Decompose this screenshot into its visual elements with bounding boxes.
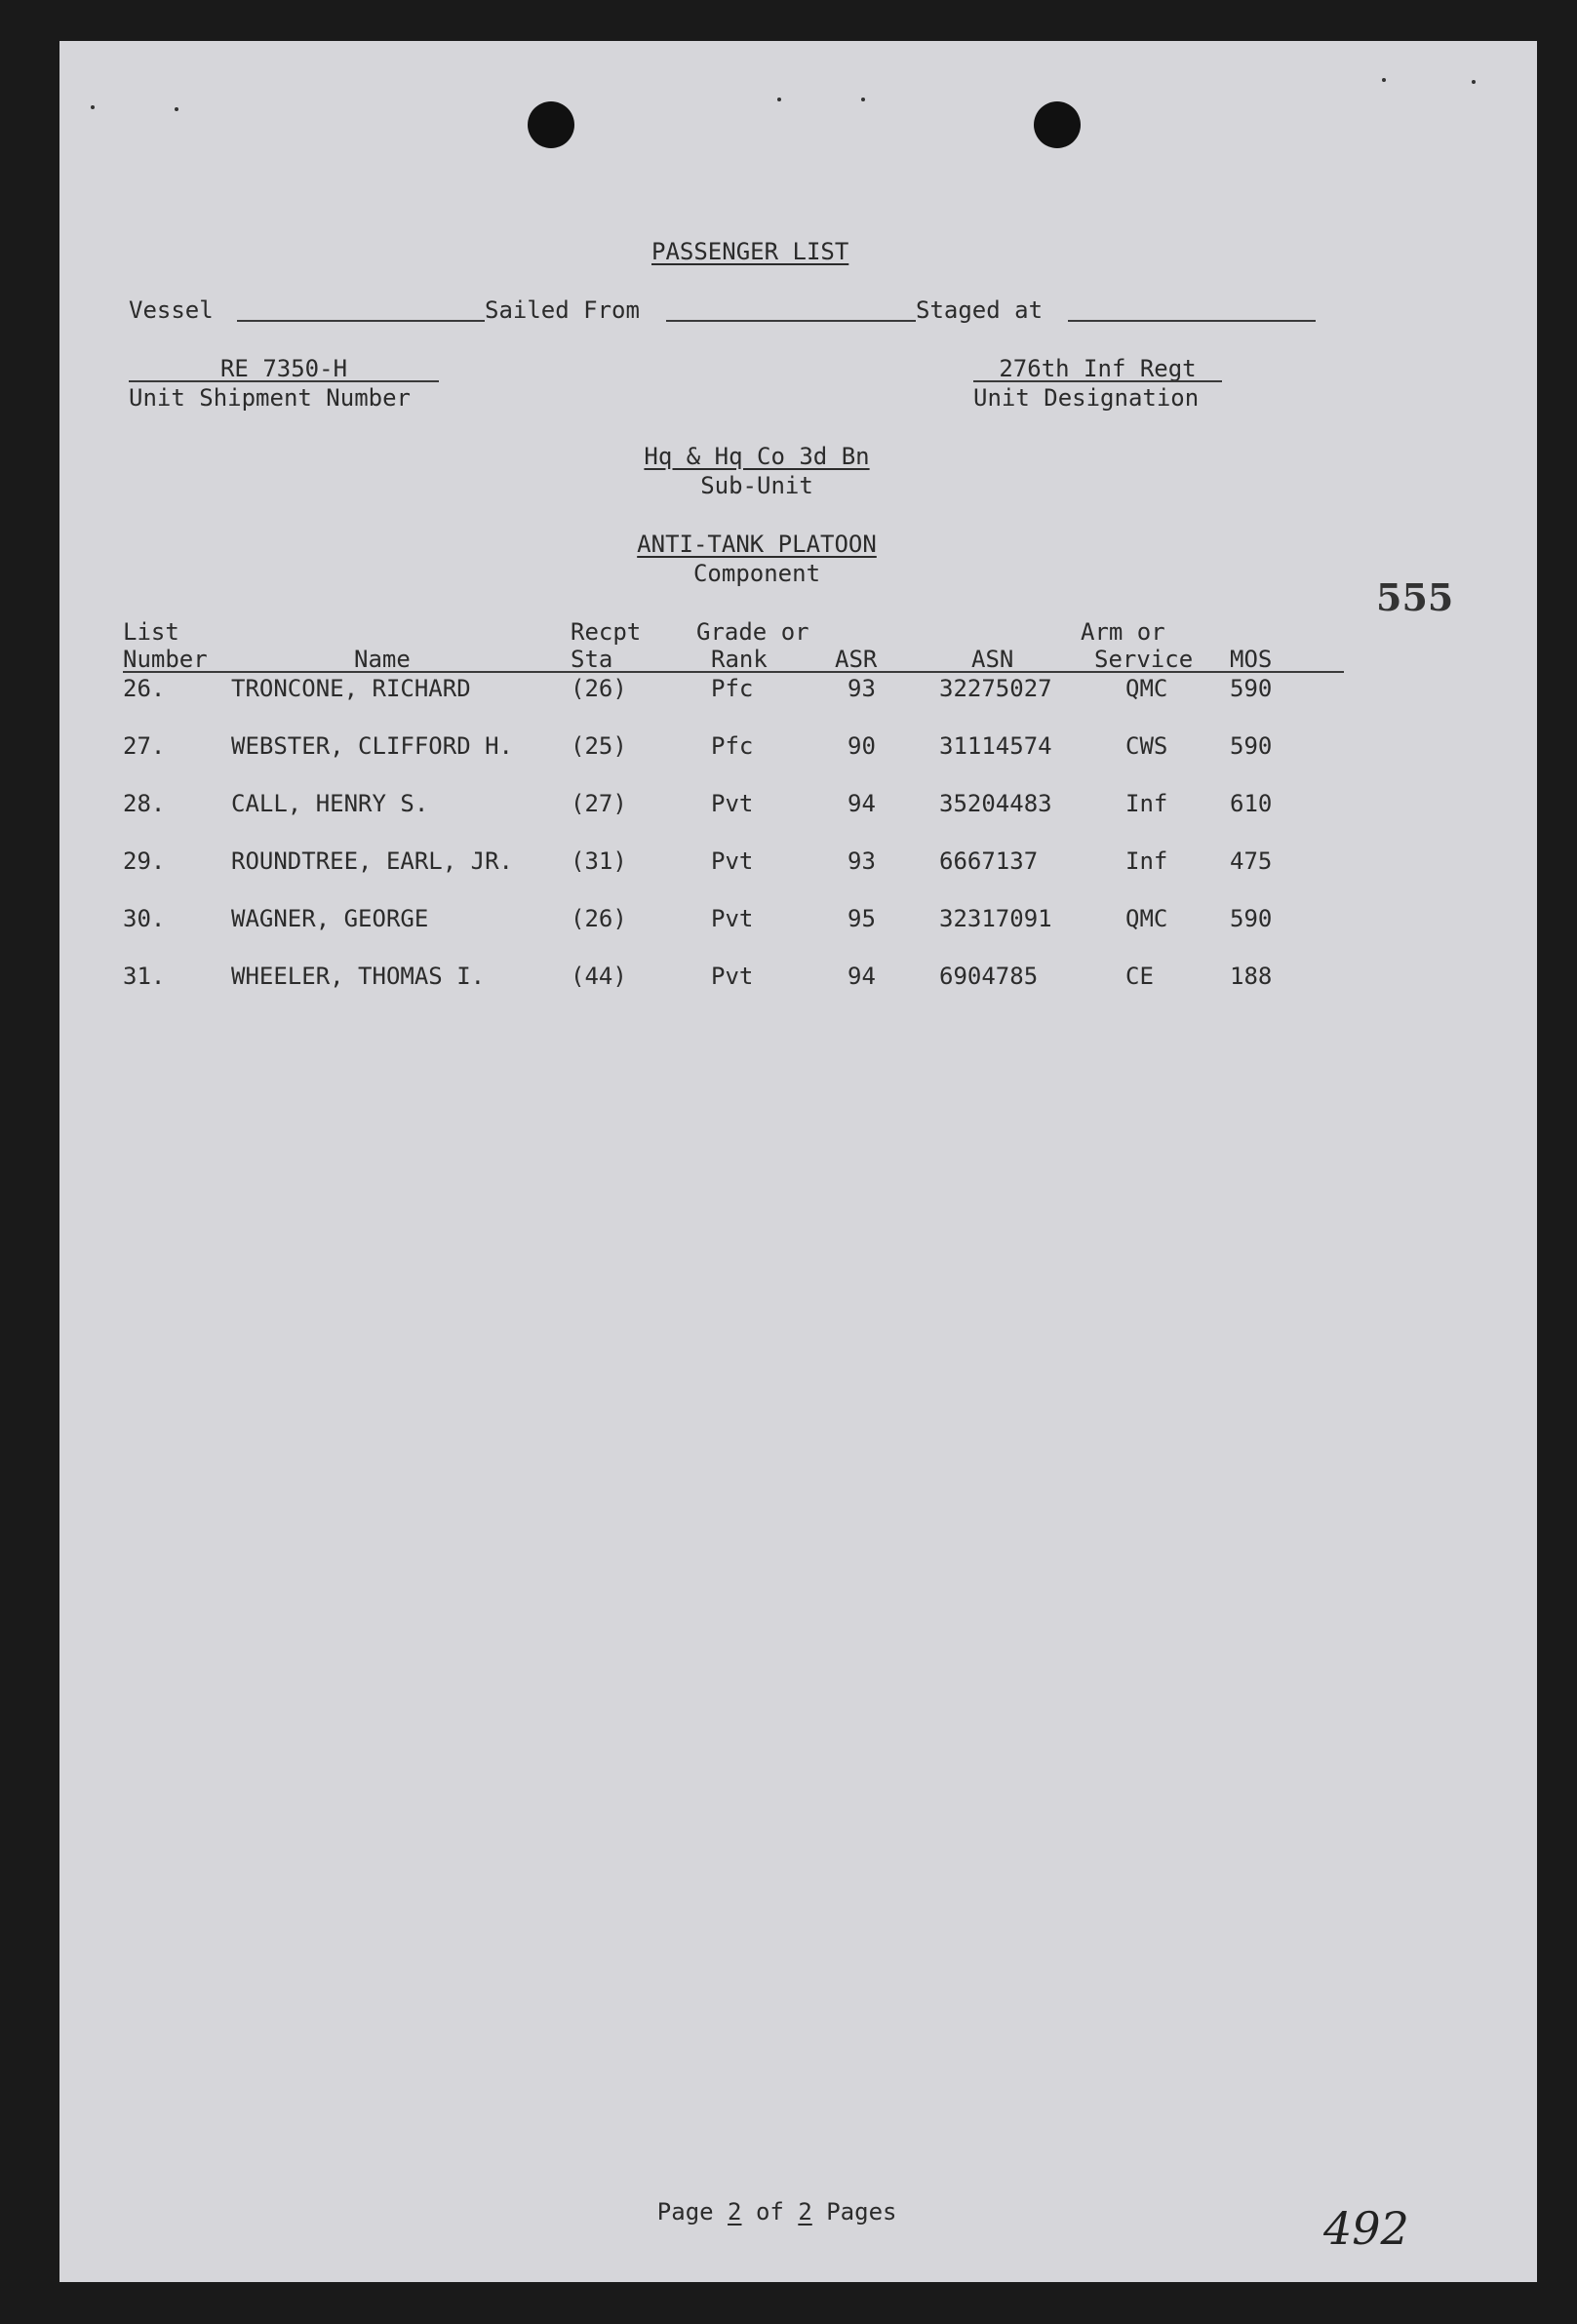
handwritten-page-number: 492 bbox=[1323, 2202, 1409, 2255]
sailed-from-label: Sailed From bbox=[485, 296, 640, 324]
row-asr: 94 bbox=[848, 790, 876, 817]
header-asn: ASN bbox=[971, 646, 1014, 673]
row-asn: 35204483 bbox=[939, 790, 1052, 817]
header-mos: MOS bbox=[1230, 646, 1273, 673]
header-grade-1: Grade or bbox=[696, 618, 809, 646]
sailed-from-blank bbox=[666, 320, 916, 322]
row-arm: QMC bbox=[1125, 905, 1168, 932]
page-total: 2 bbox=[798, 2198, 812, 2226]
header-name: Name bbox=[354, 646, 411, 673]
header-arm-2: Service bbox=[1094, 646, 1194, 673]
punch-hole-left bbox=[528, 101, 574, 148]
vessel-blank bbox=[237, 320, 485, 322]
row-name: WAGNER, GEORGE bbox=[231, 905, 429, 932]
unit-shipment-label: Unit Shipment Number bbox=[129, 384, 411, 412]
row-name: ROUNDTREE, EARL, JR. bbox=[231, 847, 513, 875]
row-mos: 590 bbox=[1230, 732, 1273, 760]
speck bbox=[1382, 78, 1386, 82]
punch-hole-right bbox=[1034, 101, 1081, 148]
row-asn: 6667137 bbox=[939, 847, 1039, 875]
row-asn: 31114574 bbox=[939, 732, 1052, 760]
row-name: TRONCONE, RICHARD bbox=[231, 675, 471, 702]
header-rule bbox=[123, 671, 1344, 673]
row-asr: 90 bbox=[848, 732, 876, 760]
row-name: WHEELER, THOMAS I. bbox=[231, 963, 486, 990]
sub-unit-label: Sub-Unit bbox=[700, 472, 813, 499]
row-number: 29. bbox=[123, 847, 166, 875]
speck bbox=[175, 107, 178, 111]
row-mos: 590 bbox=[1230, 675, 1273, 702]
document-sheet bbox=[59, 41, 1537, 2282]
staged-at-blank bbox=[1068, 320, 1316, 322]
speck bbox=[861, 98, 865, 101]
row-grade: Pfc bbox=[711, 675, 754, 702]
row-mos: 590 bbox=[1230, 905, 1273, 932]
page-prefix: Page bbox=[656, 2198, 714, 2226]
row-asr: 94 bbox=[848, 963, 876, 990]
row-grade: Pvt bbox=[711, 847, 754, 875]
row-name: CALL, HENRY S. bbox=[231, 790, 429, 817]
row-name: WEBSTER, CLIFFORD H. bbox=[231, 732, 513, 760]
unit-designation-underline bbox=[973, 380, 1222, 382]
row-mos: 610 bbox=[1230, 790, 1273, 817]
row-asn: 32275027 bbox=[939, 675, 1052, 702]
header-arm-1: Arm or bbox=[1081, 618, 1165, 646]
component-value: ANTI-TANK PLATOON bbox=[637, 531, 877, 558]
row-arm: QMC bbox=[1125, 675, 1168, 702]
row-asr: 95 bbox=[848, 905, 876, 932]
speck bbox=[1472, 80, 1476, 84]
stamped-number: 555 bbox=[1376, 575, 1454, 619]
unit-designation-label: Unit Designation bbox=[973, 384, 1200, 412]
row-asn: 6904785 bbox=[939, 963, 1039, 990]
header-list-number-2: Number bbox=[123, 646, 208, 673]
row-grade: Pvt bbox=[711, 963, 754, 990]
component-label: Component bbox=[692, 560, 821, 587]
row-recpt: (31) bbox=[571, 847, 627, 875]
row-number: 27. bbox=[123, 732, 166, 760]
header-list-number-1: List bbox=[123, 618, 179, 646]
unit-shipment-number: RE 7350-H bbox=[219, 355, 348, 382]
row-asr: 93 bbox=[848, 847, 876, 875]
row-asn: 32317091 bbox=[939, 905, 1052, 932]
row-arm: Inf bbox=[1125, 790, 1168, 817]
header-asr: ASR bbox=[835, 646, 878, 673]
row-asr: 93 bbox=[848, 675, 876, 702]
sub-unit-value: Hq & Hq Co 3d Bn bbox=[644, 443, 870, 470]
row-recpt: (26) bbox=[571, 675, 627, 702]
header-recpt-2: Sta bbox=[571, 646, 613, 673]
page-suffix: Pages bbox=[826, 2198, 897, 2226]
row-mos: 475 bbox=[1230, 847, 1273, 875]
row-number: 26. bbox=[123, 675, 166, 702]
speck bbox=[777, 98, 781, 101]
row-recpt: (26) bbox=[571, 905, 627, 932]
unit-shipment-underline bbox=[129, 380, 439, 382]
unit-designation: 276th Inf Regt bbox=[999, 355, 1197, 382]
speck bbox=[91, 105, 95, 109]
row-grade: Pfc bbox=[711, 732, 754, 760]
row-arm: CWS bbox=[1125, 732, 1168, 760]
row-arm: CE bbox=[1125, 963, 1154, 990]
row-recpt: (44) bbox=[571, 963, 627, 990]
row-grade: Pvt bbox=[711, 790, 754, 817]
page-current: 2 bbox=[728, 2198, 742, 2226]
row-recpt: (25) bbox=[571, 732, 627, 760]
staged-at-label: Staged at bbox=[916, 296, 1044, 324]
row-mos: 188 bbox=[1230, 963, 1273, 990]
row-number: 30. bbox=[123, 905, 166, 932]
header-grade-2: Rank bbox=[711, 646, 768, 673]
vessel-label: Vessel bbox=[129, 296, 214, 324]
page-of: of bbox=[755, 2198, 784, 2226]
document-title: PASSENGER LIST bbox=[651, 238, 849, 265]
row-number: 31. bbox=[123, 963, 166, 990]
row-grade: Pvt bbox=[711, 905, 754, 932]
row-number: 28. bbox=[123, 790, 166, 817]
header-recpt-1: Recpt bbox=[571, 618, 642, 646]
row-recpt: (27) bbox=[571, 790, 627, 817]
page-footer bbox=[601, 2177, 896, 2247]
row-arm: Inf bbox=[1125, 847, 1168, 875]
